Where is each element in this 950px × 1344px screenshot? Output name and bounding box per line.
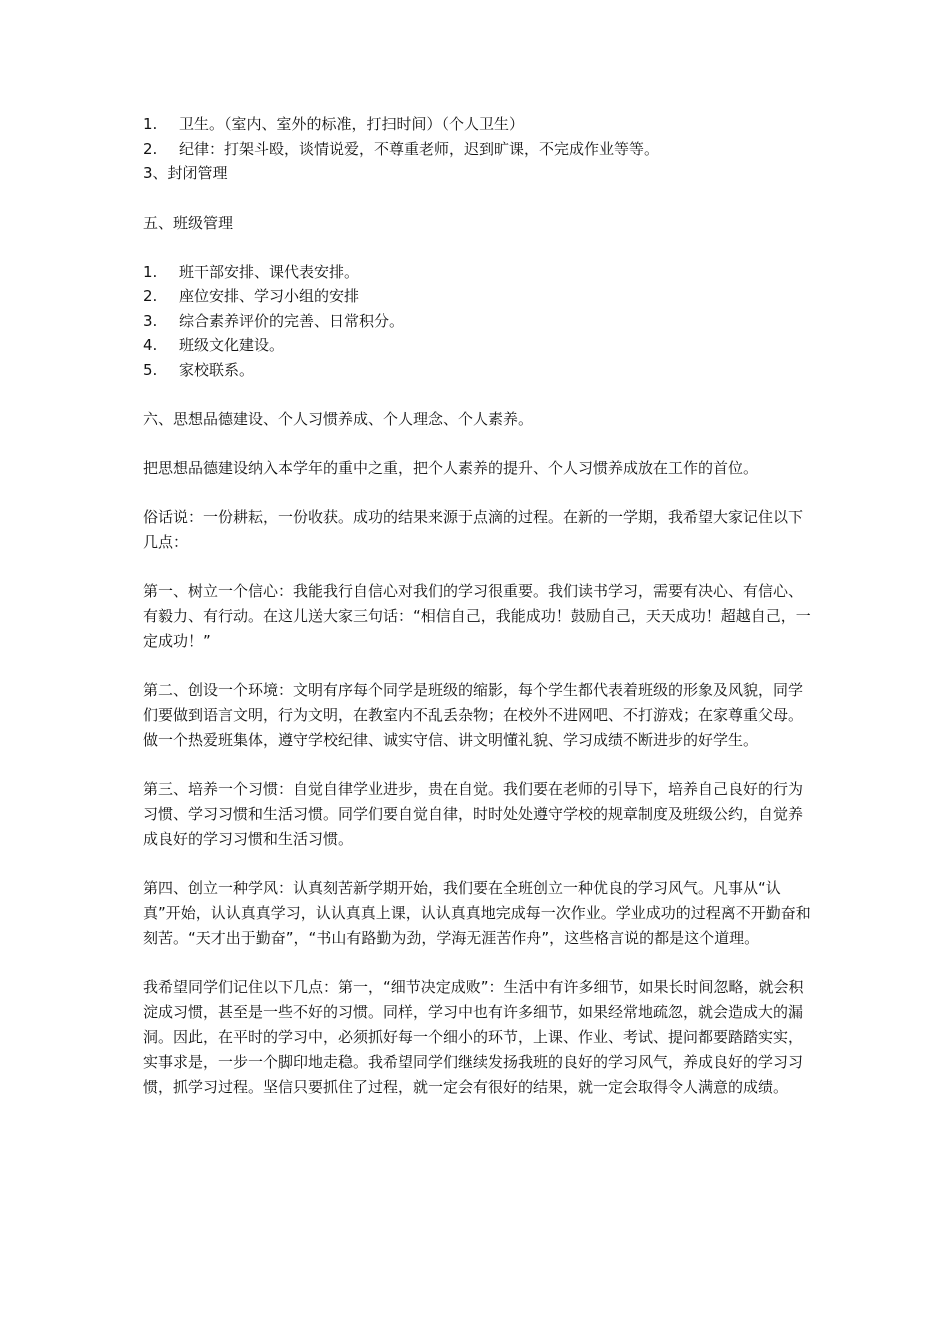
- list-number: 5.: [143, 360, 158, 379]
- list-text: 卫生。（室内、室外的标准，打扫时间）（个人卫生）: [179, 115, 525, 133]
- list-number: 4.: [143, 336, 158, 354]
- list-text: 综合素养评价的完善、日常积分。: [179, 311, 405, 330]
- section5-heading: 五、班级管理: [143, 213, 234, 232]
- list-number: 1.: [143, 115, 158, 133]
- list-number: 1.: [143, 262, 158, 281]
- paragraph: 第三、培养一个习惯：自觉自律学业进步，贵在自觉。我们要在老师的引导下，培养自己良好的行为习惯、学习习惯和生活习惯。同学们要自觉自律，时时处处遵守学校的规章制度及班级公约，自觉养成良好的学习习惯和生活习惯。: [143, 780, 804, 848]
- paragraph: 第二、创设一个环境：文明有序每个同学是班级的缩影，每个学生都代表着班级的形象及风貌，同学们要做到语言文明，行为文明，在教室内不乱丢杂物；在校外不进网吧、不打游戏；在家尊重父母。做一个热爱班集体，遵守学校纪律、诚实守信、讲文明懂礼貌、学习成绩不断进步的好学生。: [143, 681, 804, 749]
- paragraph: 第一、树立一个信心：我能我行自信心对我们的学习很重要。我们读书学习，需要有决心、有信心、有毅力、有行动。在这儿送大家三句话：“相信自己，我能成功！鼓励自己，天天成功！超越自己，一定成功！”: [143, 582, 811, 650]
- list-text: 座位安排、学习小组的安排: [179, 287, 360, 305]
- list-item: 3、封闭管理: [143, 164, 228, 182]
- list-item: [143, 309, 815, 334]
- list-text: 纪律：打架斗殴，谈情说爱，不尊重老师，迟到旷课，不完成作业等等。: [179, 139, 660, 158]
- list-number: 2.: [143, 139, 158, 158]
- list-item: [143, 333, 815, 358]
- list-item: [143, 358, 815, 383]
- list-item: [143, 260, 815, 285]
- list-item: [143, 112, 815, 137]
- paragraph: 第四、创立一种学风：认真刻苦新学期开始，我们要在全班创立一种优良的学习风气。凡事从“认真”开始，认认真真学习，认认真真上课，认认真真地完成每一次作业。学业成功的过程离不开勤奋和刻苦。“天才出于勤奋”，“书山有路勤为劲，学海无涯苦作舟”，这些格言说的都是这个道理。: [143, 879, 811, 947]
- list-text: 班干部安排、课代表安排。: [179, 262, 360, 281]
- document-page: [143, 112, 815, 1100]
- list-number: 3.: [143, 311, 158, 330]
- list-item: [143, 137, 815, 162]
- paragraph: 俗话说：一份耕耘，一份收获。成功的结果来源于点滴的过程。在新的一学期，我希望大家记住以下几点：: [143, 508, 804, 551]
- section5-list: [143, 260, 815, 383]
- list-item: [143, 284, 815, 309]
- section4-list: [143, 112, 815, 186]
- list-text: 班级文化建设。: [179, 336, 285, 354]
- list-text: 家校联系。: [179, 360, 255, 379]
- section6-heading: 六、思想品德建设、个人习惯养成、个人理念、个人素养。: [143, 410, 534, 428]
- paragraph: 把思想品德建设纳入本学年的重中之重，把个人素养的提升、个人习惯养成放在工作的首位。: [143, 459, 759, 477]
- paragraph: 我希望同学们记住以下几点：第一，“细节决定成败”：生活中有许多细节，如果长时间忽略，就会积淀成习惯，甚至是一些不好的习惯。同样，学习中也有许多细节，如果经常地疏忽，就会造成大的漏洞。因此，在平时的学习中，必须抓好每一个细小的环节，上课、作业、考试、提问都要踏踏实实，实事求是，一步一个脚印地走稳。我希望同学们继续发扬我班的良好的学习风气，养成良好的学习习惯，抓学习过程。坚信只要抓住了过程，就一定会有很好的结果，就一定会取得令人满意的成绩。: [143, 978, 804, 1096]
- list-number: 2.: [143, 287, 158, 305]
